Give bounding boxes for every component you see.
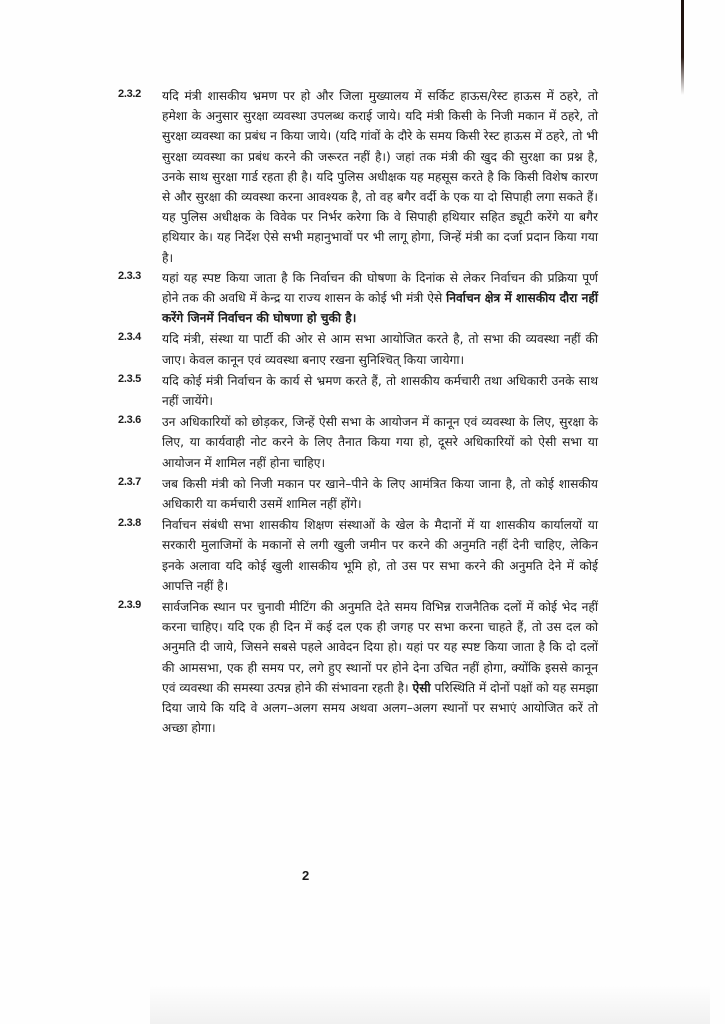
paragraph-number: 2.3.9: [118, 599, 141, 612]
paragraph-2-3-4: [118, 329, 598, 369]
paragraph-number: 2.3.5: [118, 372, 141, 385]
paragraph-text: निर्वाचन संबंधी सभा शासकीय शिक्षण संस्थाओं के खेल के मैदानों में या शासकीय कार्यालयों या सरकारी मुलाजिमों के मकानों से लगी खुली जमीन पर करने की अनुमति नहीं देनी चाहिए, लेकिन इनके अलावा यदि कोई खुली शासकीय भूमि हो, तो उस पर सभा करने की अनुमति देने में कोई आपत्ति नहीं है।: [162, 518, 598, 593]
paragraph-2-3-2: [118, 86, 598, 268]
paragraph-number: 2.3.3: [118, 269, 141, 282]
paragraph-text: [162, 597, 598, 738]
paragraph-text: जब किसी मंत्री को निजी मकान पर खाने–पीने के लिए आमंत्रित किया जाना है, तो कोई शासकीय अधिकारी या कर्मचारी उसमें शामिल नहीं होंगे।: [162, 476, 598, 512]
paragraph-text: यदि कोई मंत्री निर्वाचन के कार्य से भ्रमण करते हैं, तो शासकीय कर्मचारी तथा अधिकारी उनके साथ नहीं जायेंगे।: [162, 373, 598, 409]
paragraph-text-bold: ऐसी: [412, 680, 431, 695]
paragraph-text-regular-tail: परिस्थिति में दोनों पक्षों को यह समझा दिया जाये कि यदि वे अलग–अलग समय अथवा अलग–अलग स्थानों पर सभाएं आयोजित करें तो अच्छा होगा।: [162, 680, 598, 736]
paragraph-number: 2.3.6: [118, 414, 141, 427]
document-body: [118, 86, 598, 740]
page-number: 2: [302, 868, 310, 883]
paragraph-text: उन अधिकारियों को छोड़कर, जिन्हें ऐसी सभा के आयोजन में कानून एवं व्यवस्था के लिए, सुरक्षा के लिए, या कार्यवाही नोट करने के लिए तैनात किया गया हो, दूसरे अधिकारियों को ऐसी सभा या आयोजन में शामिल नहीं होना चाहिए।: [162, 415, 598, 470]
paragraph-text-regular: सार्वजनिक स्थान पर चुनावी मीटिंग की अनुमति देते समय विभिन्न राजनैतिक दलों में कोई भेद नहीं करना चाहिए। यदि एक ही दिन में कई दल एक ही जगह पर सभा करना चाहते हैं, तो उस दल को अनुमति दी जाये, जिसने सबसे पहले आवेदन दिया हो। यहां पर यह स्पष्ट किया जाता है कि दो दलों की आमसभा, एक ही समय पर, लगे हुए स्थानों पर होने देना उचित नहीं होगा, क्योंकि इससे कानून एवं व्यवस्था की समस्या उत्पन्न होने की संभावना रहती है।: [162, 600, 598, 695]
paragraph-text-regular: यहां यह स्पष्ट किया जाता है कि निर्वाचन की घोषणा के दिनांक से लेकर निर्वाचन की प्रक्रिया पूर्ण होने तक की अवधि में केन्द्र या राज्य शासन के कोई भी मंत्री ऐसे: [162, 270, 598, 306]
paragraph-number: 2.3.8: [118, 517, 141, 530]
paragraph-2-3-6: [118, 412, 598, 473]
paragraph-number: 2.3.2: [118, 88, 141, 100]
scan-edge-line: [681, 0, 684, 95]
scan-shadow: [150, 985, 710, 1024]
paragraph-number: 2.3.4: [118, 331, 141, 344]
paragraph-number: 2.3.7: [118, 475, 141, 488]
paragraph-2-3-9: [118, 597, 598, 738]
paragraph-2-3-5: [118, 371, 598, 411]
paragraph-text: यदि मंत्री शासकीय भ्रमण पर हो और जिला मुख्यालय में सर्किट हाऊस/रेस्ट हाऊस में ठहरे, तो हमेशा के अनुसार सुरक्षा व्यवस्था उपलब्ध कराई जाये। यदि मंत्री किसी के निजी मकान में ठहरे, तो सुरक्षा व्यवस्था का प्रबंध न किया जाये। (यदि गांवों के दौरे के समय किसी रेस्ट हाऊस में ठहरे, तो भी सुरक्षा व्यवस्था का प्रबंध करने की जरूरत नहीं है।) जहां तक मंत्री की खुद की सुरक्षा का प्रश्न है, उनके साथ सुरक्षा गार्ड रहता ही है। यदि पुलिस अधीक्षक यह महसूस करते है कि किसी विशेष कारण से और सुरक्षा की व्यवस्था करना आवश्यक है, तो वह बगैर वर्दी के एक या दो सिपाही लगा सकते हैं। यह पुलिस अधीक्षक के विवेक पर निर्भर करेगा कि वे सिपाही हथियार सहित ड्यूटी करेंगे या बगैर हथियार के। यह निर्देश ऐसे सभी महानुभावों पर भी लागू होगा, जिन्हें मंत्री का दर्जा प्रदान किया गया है।: [162, 89, 598, 265]
paragraph-2-3-8: [118, 515, 598, 596]
paragraph-text: [162, 268, 598, 329]
paragraph-text-bold: निर्वाचन क्षेत्र में शासकीय दौरा नहीं करेंगे जिनमें निर्वाचन की घोषणा हो चुकी है।: [162, 291, 598, 326]
paragraph-2-3-3: [118, 268, 598, 329]
paragraph-text: यदि मंत्री, संस्था या पार्टी की ओर से आम सभा आयोजित करते है, तो सभा की व्यवस्था नहीं की जाए। केवल कानून एवं व्यवस्था बनाए रखना सुनिश्चित् किया जायेगा।: [162, 332, 598, 367]
paragraph-2-3-7: [118, 474, 598, 514]
